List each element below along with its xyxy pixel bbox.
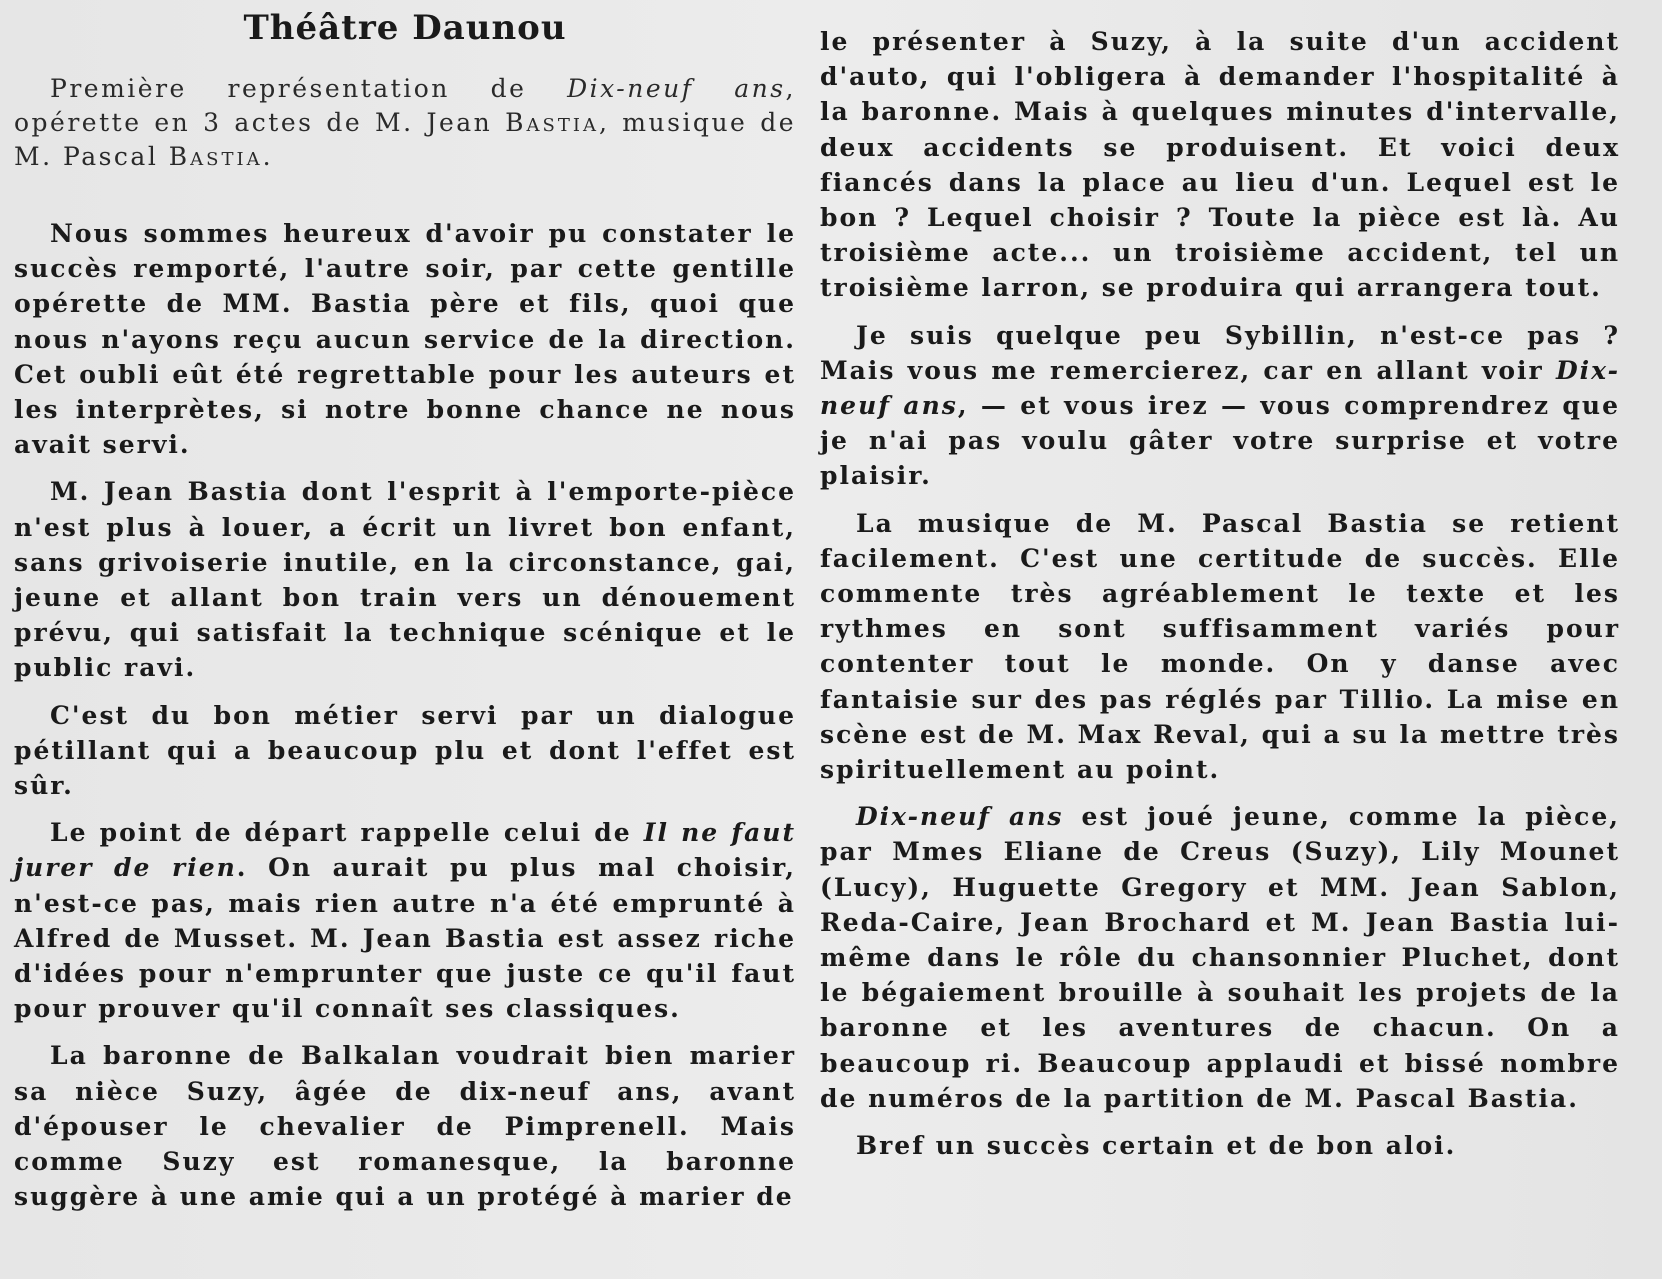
right-column	[820, 0, 1620, 1163]
paragraph-7-title: Dix-neuf ans	[820, 355, 1620, 421]
paragraph-9-title: Dix-neuf ans	[856, 802, 1064, 832]
paragraph-4-prefix: Le point de départ rappelle celui de	[50, 818, 644, 848]
paragraph-2: M. Jean Bastia dont l'esprit à l'emporte-pièce n'est plus à louer, a écrit un livret bon enfant, sans grivoiserie inutile, en la circonstance, gai, jeune et allant bon train vers un dénouement prévu, qui satisfait la technique scénique et le public ravi.	[14, 477, 796, 683]
paragraph-7-prefix: Je suis quelque peu Sybillin, n'est-ce pas ? Mais vous me remercierez, car en allant voir	[820, 320, 1620, 385]
paragraph-10: Bref un succès certain et de bon aloi.	[856, 1131, 1457, 1161]
paragraph-7	[820, 318, 1620, 494]
paragraph-4	[14, 815, 796, 1026]
paragraph-4-suffix: . On aurait pu plus mal choisir, n'est-ce pas, mais rien autre n'a été emprunté à Alfred de Musset. M. Jean Bastia est assez riche d'idées pour n'emprunter que juste ce qu'il faut pour prouver qu'il connaît ses classiques.	[14, 853, 797, 1024]
subtitle-mid2: , musique de M. Pascal	[14, 108, 797, 171]
subtitle-suffix: .	[262, 142, 274, 171]
paragraph-7-suffix: , — et vous irez — vous comprendrez que je n'ai pas voulu gâter votre surprise et votre plaisir.	[820, 391, 1620, 491]
subtitle-mid: , opérette en 3 actes de M. Jean	[14, 74, 796, 137]
subtitle-composer-surname: Bastia	[168, 142, 263, 171]
paragraph-5: La baronne de Balkalan voudrait bien marier sa nièce Suzy, âgée de dix-neuf ans, avant d'épouser le chevalier de Pimprenell. Mais comme Suzy est romanesque, la baronne suggère à une amie qui a un protégé à marier de	[14, 1041, 796, 1212]
paragraph-1: Nous sommes heureux d'avoir pu constater le succès remporté, l'autre soir, par cette gentille opérette de MM. Bastia père et fils, quoi que nous n'ayons reçu aucun service de la direction. Cet oubli eût été regrettable pour les auteurs et les interprètes, si notre bonne chance ne nous avait servi.	[14, 219, 796, 460]
paragraph-3: C'est du bon métier servi par un dialogue pétillant qui a beaucoup plu et dont l'effet est sûr.	[14, 700, 796, 801]
left-column	[14, 0, 796, 1214]
paragraph-9-suffix: est joué jeune, comme la pièce, par Mmes Eliane de Creus (Suzy), Lily Mounet (Lucy), Huguette Gregory et MM. Jean Sablon, Reda-Caire, Jean Brochard et M. Jean Bastia lui-même dans le rôle du chansonnier Pluchet, dont le bégaiement brouille à souhait les projets de la baronne et les aventures de chacun. On a beaucoup ri. Beaucoup applaudi et bissé nombre de numéros de la partition de M. Pascal Bastia.	[820, 802, 1621, 1113]
article-title: Théâtre Daunou	[243, 8, 567, 48]
subtitle-work-title: Dix-neuf ans	[567, 74, 786, 103]
paragraph-4-title: Il ne faut jurer de rien	[14, 818, 796, 883]
subtitle-author-surname: Bastia	[505, 108, 599, 137]
paragraph-6: le présenter à Suzy, à la suite d'un accident d'auto, qui l'obligera à demander l'hospitalité à la baronne. Mais à quelques minutes d'intervalle, deux accidents se produisent. Et voici deux fiancés dans la place au lieu d'un. Lequel est le bon ? Lequel choisir ? Toute la pièce est là. Au troisième acte... un troisième accident, tel un troisième larron, se produira qui arrangera tout.	[820, 27, 1620, 303]
article-subtitle	[14, 72, 796, 174]
subtitle-prefix: Première représentation de	[50, 74, 568, 103]
paragraph-9	[820, 799, 1620, 1116]
paragraph-8: La musique de M. Pascal Bastia se retient facilement. C'est une certitude de succès. Elle commente très agréablement le texte et les rythmes en sont suffisamment variés pour contenter tout le monde. On y danse avec fantaisie sur des pas réglés par Tillio. La mise en scène est de M. Max Reval, qui a su la mettre très spirituellement au point.	[820, 508, 1620, 785]
